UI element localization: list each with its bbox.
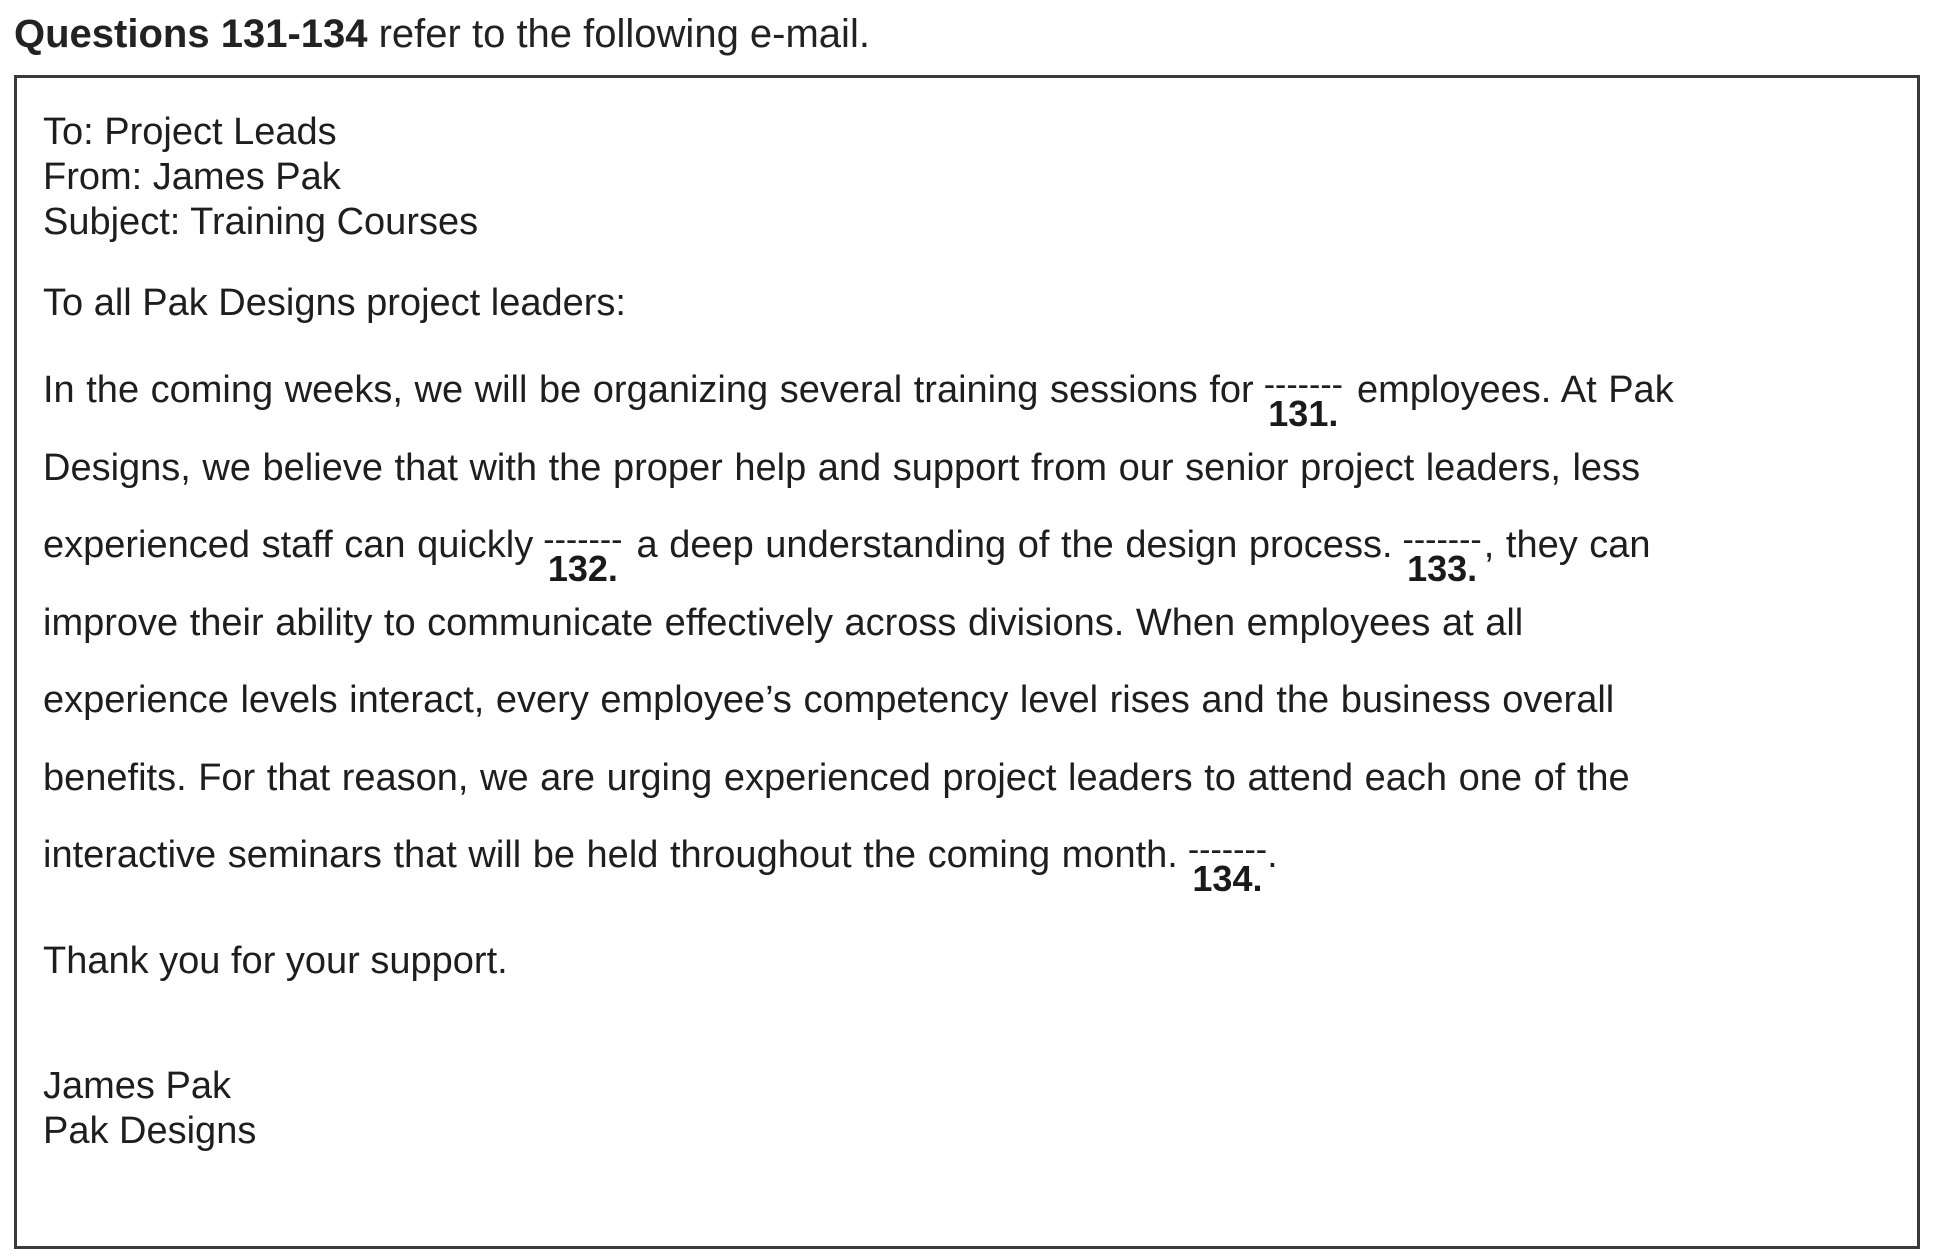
blank-133 xyxy=(1402,517,1482,589)
body-text: experience levels interact, every employee’s competency level rises and the business overall xyxy=(43,679,1615,721)
email-closing: Thank you for your support. xyxy=(43,939,508,982)
email-content xyxy=(43,110,1897,1154)
email-box xyxy=(14,75,1920,1249)
email-greeting: To all Pak Designs project leaders: xyxy=(43,282,626,324)
email-from: From: James Pak xyxy=(43,156,341,198)
body-text: Designs, we believe that with the proper help and support from our senior project leaders, less xyxy=(43,446,1641,489)
blank-dashes: ------- xyxy=(1263,366,1343,404)
question-heading-text: refer to the following e-mail. xyxy=(367,12,870,56)
body-text: experienced staff can quickly xyxy=(43,524,534,566)
email-to: To: Project Leads xyxy=(43,111,337,153)
blank-dashes: ------- xyxy=(1402,521,1482,559)
blank-131 xyxy=(1263,362,1343,434)
question-number-132: 132. xyxy=(547,548,618,589)
email-subject: Subject: Training Courses xyxy=(43,201,479,243)
email-signature xyxy=(43,1064,1897,1154)
body-line xyxy=(43,517,1897,595)
body-text: a deep understanding of the design process. xyxy=(636,524,1393,566)
signature-name: James Pak xyxy=(43,1064,231,1107)
body-text: interactive seminars that will be held throughout the coming month. xyxy=(43,834,1178,876)
body-text: . xyxy=(1267,834,1278,876)
body-text: improve their ability to communicate effectively across divisions. When employees at all xyxy=(43,601,1524,644)
body-line xyxy=(43,827,1897,905)
body-line xyxy=(43,362,1897,440)
question-number-133: 133. xyxy=(1407,548,1478,589)
blank-dashes: ------- xyxy=(1187,831,1268,869)
body-text: benefits. For that reason, we are urging experienced project leaders to attend each one of the xyxy=(43,756,1630,799)
email-header xyxy=(43,110,1897,245)
question-heading xyxy=(14,6,870,62)
signature-company: Pak Designs xyxy=(43,1109,257,1152)
blank-132 xyxy=(543,517,623,589)
body-line xyxy=(43,750,1897,828)
blank-dashes: ------- xyxy=(543,521,623,559)
body-text: , they can xyxy=(1483,524,1651,566)
body-line xyxy=(43,595,1897,673)
question-range-label: Questions 131-134 xyxy=(14,12,368,56)
body-text: employees. At Pak xyxy=(1356,369,1674,411)
email-body xyxy=(43,362,1897,905)
body-line xyxy=(43,672,1897,750)
question-number-131: 131. xyxy=(1268,393,1339,434)
body-text: In the coming weeks, we will be organizing several training sessions for xyxy=(43,369,1254,411)
question-number-134: 134. xyxy=(1192,858,1263,899)
body-line xyxy=(43,440,1897,518)
blank-134 xyxy=(1187,827,1268,899)
